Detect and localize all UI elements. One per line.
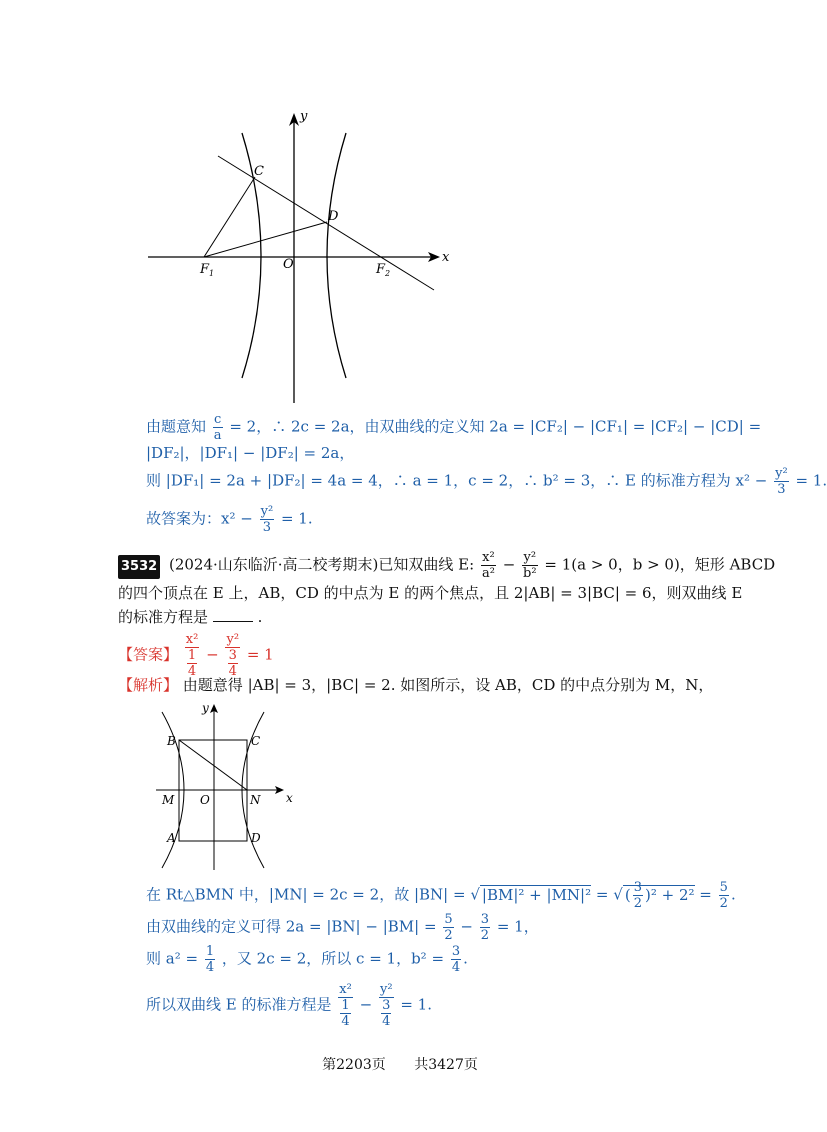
problem-number-badge: 3532 (118, 555, 160, 579)
fraction-num: c (214, 412, 222, 427)
solution2-line-1: 在 Rt△BMN 中，|MN| = 2c = 2，故 |BN| = √ |BM|² + |MN|² = √ ( $\frac{3}{2}$ )² + 2² = $\frac{5}{2}$ . (146, 880, 736, 911)
fraction-y2-over-3 (774, 466, 789, 497)
fraction-num: x² (185, 632, 199, 647)
label-f1: $F_1$ (200, 262, 215, 278)
fraction-num: 3 (228, 648, 237, 663)
solution1-l3-post: = 1. (795, 471, 827, 490)
solution2-l3-post: . (463, 949, 468, 968)
fraction-den: 2 (633, 896, 642, 911)
problem-line3-pre: 的标准方程是 (118, 608, 209, 626)
solution1-l2: |DF₂|，|DF₁| − |DF₂| = 2a， (146, 444, 355, 462)
segment-b-n (179, 740, 247, 790)
fraction-num: 3 (480, 912, 490, 927)
problem-line-2 (118, 582, 742, 604)
hyperbola-right-branch (327, 133, 346, 378)
fraction-3-over-2 (633, 880, 643, 911)
fraction-num: 1 (341, 998, 350, 1013)
fraction-den: a² (481, 566, 495, 581)
solution1-line-3 (146, 466, 827, 497)
solution1-l4-post: = 1. (280, 509, 313, 528)
fraction-3-over-4 (451, 944, 461, 975)
fraction-x2-over-a2 (481, 550, 496, 581)
label-d: D (328, 209, 339, 224)
fraction-c-over-a (213, 412, 223, 443)
solution1-line-4 (146, 504, 313, 535)
sqrt-radicand: |BM|² + |MN|² (481, 885, 592, 904)
solution2-l4-pre: 所以双曲线 E 的标准方程是 (146, 995, 332, 1014)
label-x: x (442, 250, 450, 265)
fraction-den (338, 998, 353, 1029)
fraction-num: 3 (382, 998, 391, 1013)
label-d: D (251, 831, 261, 845)
sqrt-sign: √ (470, 885, 480, 904)
hyperbola-figure-1 (140, 100, 460, 410)
solution1-line-1 (146, 412, 761, 443)
total-pages: 共3427页 (414, 1057, 478, 1073)
final-fraction-2 (379, 982, 394, 1029)
fraction-num: y² (379, 982, 393, 997)
solution1-l4-pre: 故答案为：x² − (146, 509, 253, 528)
sqrt-radicand-2: ( $\frac{3}{2}$ )² + 2² (624, 880, 695, 911)
problem-eq-post: = 1(a > 0，b > 0)，矩形 ABCD (544, 555, 776, 574)
fraction-num: 3 (451, 944, 461, 959)
label-n: N (250, 793, 261, 807)
problem-line2-text: 的四个顶点在 E 上，AB，CD 的中点为 E 的两个焦点，且 2|AB| = 3|BC| = 6，则双曲线 E (118, 584, 743, 602)
answer-post: = 1 (246, 645, 274, 664)
minus-sign: − (460, 917, 473, 936)
problem-line-3 (118, 606, 262, 628)
fraction-1-over-4 (205, 944, 215, 975)
analysis-tag: 【解析】 (118, 676, 179, 694)
label-b: B (167, 734, 176, 748)
label-x: x (286, 791, 293, 805)
fraction-den: 3 (777, 482, 786, 497)
problem-source: (2024·山东临沂·高二校考期末)已知双曲线 E: (168, 555, 475, 574)
fraction-y2-over-3 (260, 504, 275, 535)
fraction-den: 2 (444, 928, 453, 943)
minus-sign: − (502, 555, 516, 574)
label-c: C (251, 734, 261, 748)
analysis-line (118, 674, 713, 696)
fraction-den: 4 (341, 1014, 350, 1029)
solution2-l1-post: . (730, 885, 736, 904)
fraction-den: a (213, 428, 222, 443)
solution2-l2-pre: 由双曲线的定义可得 2a = |BN| − |BM| = (146, 917, 437, 936)
fraction-num: 1 (187, 648, 197, 663)
fraction-den (379, 998, 394, 1029)
solution2-l3-pre: 则 a² = (146, 949, 199, 968)
answer-blank (213, 607, 253, 622)
solution2-l2-post: = 1， (496, 917, 539, 936)
answer-line (118, 632, 274, 679)
sqrt-radicand-post: ² + 2² (650, 885, 695, 904)
fraction-den: 4 (228, 664, 237, 679)
fraction-5-over-2 (719, 880, 729, 911)
solution1-l3-pre: 则 |DF₁| = 2a + |DF₂| = 4a = 4，∴ a = 1，c = 2，∴ b² = 3，∴ E 的标准方程为 x² − (146, 471, 768, 490)
fraction-num: y² (775, 466, 788, 481)
solution2-line-3 (146, 944, 468, 975)
fraction-den: 4 (187, 664, 197, 679)
minus-sign: − (359, 995, 373, 1014)
solution2-l3-mid: ，又 2c = 2，所以 c = 1，b² = (221, 949, 445, 968)
fraction-num: y² (226, 632, 240, 647)
solution1-line-2 (146, 442, 354, 464)
minus-sign: − (206, 645, 219, 664)
fraction-den: b² (523, 566, 537, 581)
solution2-line-2 (146, 912, 539, 943)
fraction-num: 1 (205, 944, 215, 959)
fraction-den: 4 (382, 1014, 391, 1029)
final-fraction-1 (338, 982, 353, 1029)
analysis-text: 由题意得 |AB| = 3，|BC| = 2. 如图所示，设 AB，CD 的中点分别为 M，N， (182, 676, 714, 694)
solution2-line-4 (146, 982, 432, 1029)
fraction-num: 5 (444, 912, 453, 927)
fraction-num: y² (260, 504, 274, 519)
label-f2: $F_2$ (376, 262, 391, 278)
solution2-l1-pre: 在 Rt△BMN 中，|MN| = 2c = 2，故 |BN| = (146, 885, 466, 904)
fraction-num: 3 (633, 880, 642, 895)
hyperbola-rectangle-figure (150, 698, 310, 874)
label-o: O (200, 793, 210, 807)
solution1-l1-pre: 由题意知 (146, 417, 207, 436)
fraction-num: x² (482, 550, 495, 565)
answer-tag: 【答案】 (118, 645, 179, 664)
page-footer (0, 1054, 800, 1074)
solution1-l1-post: = 2，∴ 2c = 2a，由双曲线的定义知 2a = |CF₂| − |CF₁| = |CF₂| − |CD| = (229, 417, 762, 436)
fraction-den: 3 (262, 520, 272, 535)
label-m: M (162, 793, 175, 807)
fraction-3-over-2 (480, 912, 490, 943)
fraction-y2-over-b2 (522, 550, 538, 581)
answer-fraction-2 (225, 632, 240, 679)
page-number: 第2203页 (322, 1057, 386, 1073)
problem-line3-post: . (257, 608, 263, 626)
label-a: A (167, 831, 176, 845)
nested-fraction (381, 998, 391, 1029)
fraction-5-over-2 (443, 912, 453, 943)
equals-sign: = (595, 885, 609, 904)
label-y: y (300, 109, 308, 124)
fraction-num: 5 (719, 880, 728, 895)
fraction-den: 2 (480, 928, 490, 943)
fraction-den: 4 (205, 960, 215, 975)
problem-line-1 (118, 550, 775, 581)
fraction-num: y² (523, 550, 537, 565)
solution2-l4-post: = 1. (400, 995, 432, 1014)
label-c: C (254, 164, 264, 179)
nested-fraction (340, 998, 350, 1029)
line-through-c-d-f2 (218, 156, 434, 290)
label-o: O (283, 257, 294, 272)
answer-fraction-1 (185, 632, 200, 679)
sqrt-sign: √ (613, 885, 623, 904)
fraction-num: x² (339, 982, 352, 997)
label-y: y (202, 701, 209, 715)
fraction-den: 4 (451, 960, 461, 975)
fraction-den: 2 (719, 896, 728, 911)
